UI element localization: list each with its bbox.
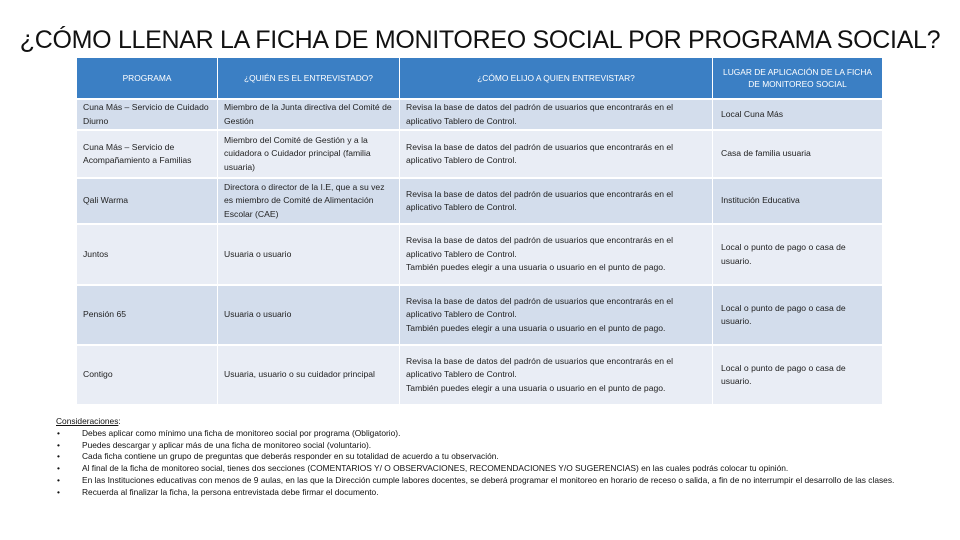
cell-lugar: Casa de familia usuaria bbox=[713, 129, 883, 177]
cell-eleccion-line: Revisa la base de datos del padrón de usuarios que encontrarás en el aplicativo Tablero de Control. bbox=[406, 295, 674, 320]
list-item bbox=[56, 428, 936, 440]
bullet-icon: • bbox=[57, 486, 60, 497]
cell-eleccion-line: También puedes elegir a una usuaria o usuario en el punto de pago. bbox=[406, 262, 666, 273]
header-entrevistado: ¿QUIÉN ES EL ENTREVISTADO? bbox=[218, 58, 400, 98]
table-row bbox=[77, 344, 883, 404]
cell-programa: Qali Warma bbox=[77, 177, 218, 223]
cell-entrevistado: Usuaria o usuario bbox=[218, 223, 400, 284]
cell-eleccion bbox=[400, 129, 713, 177]
table-header-row bbox=[77, 58, 883, 98]
cell-entrevistado: Usuaria, usuario o su cuidador principal bbox=[218, 344, 400, 404]
cell-eleccion bbox=[400, 98, 713, 129]
table-row bbox=[77, 284, 883, 344]
cell-eleccion-line: También puedes elegir a una usuaria o usuario en el punto de pago. bbox=[406, 322, 666, 333]
cell-programa: Cuna Más – Servicio de Acompañamiento a Familias bbox=[77, 129, 218, 177]
list-item-text: Al final de la ficha de monitoreo social, tienes dos secciones (COMENTARIOS Y/ O OBSERVACIONES, RECOMENDACIONES Y/O SUGERENCIAS) en las cuales podrás colocar tu opinión. bbox=[82, 463, 789, 474]
list-item bbox=[56, 451, 936, 463]
bullet-icon: • bbox=[57, 463, 60, 474]
cell-entrevistado: Miembro de la Junta directiva del Comité de Gestión bbox=[218, 98, 400, 129]
bullet-icon: • bbox=[57, 427, 60, 438]
page-title: ¿CÓMO LLENAR LA FICHA DE MONITOREO SOCIAL POR PROGRAMA SOCIAL? bbox=[19, 26, 941, 54]
monitoring-table bbox=[77, 58, 883, 404]
table-row bbox=[77, 129, 883, 177]
cell-programa: Contigo bbox=[77, 344, 218, 404]
cell-eleccion-line: Revisa la base de datos del padrón de usuarios que encontrarás en el aplicativo Tablero de Control. bbox=[406, 188, 674, 212]
cell-programa: Cuna Más – Servicio de Cuidado Diurno bbox=[77, 98, 218, 129]
considerations-section bbox=[56, 416, 936, 499]
cell-eleccion-line: Revisa la base de datos del padrón de usuarios que encontrarás en el aplicativo Tablero de Control. bbox=[406, 235, 674, 259]
bullet-icon: • bbox=[57, 451, 60, 462]
table-row bbox=[77, 98, 883, 129]
cell-eleccion-line: También puedes elegir a una usuaria o usuario en el punto de pago. bbox=[406, 382, 666, 393]
cell-eleccion bbox=[400, 284, 713, 344]
cell-eleccion bbox=[400, 344, 713, 404]
cell-eleccion-line: Revisa la base de datos del padrón de usuarios que encontrarás en el aplicativo Tablero de Control. bbox=[406, 355, 674, 380]
cell-entrevistado: Usuaria o usuario bbox=[218, 284, 400, 344]
bullet-icon: • bbox=[57, 474, 60, 485]
list-item bbox=[56, 475, 936, 487]
cell-lugar: Institución Educativa bbox=[713, 177, 883, 223]
considerations-list bbox=[56, 428, 936, 499]
cell-lugar: Local o punto de pago o casa de usuario. bbox=[713, 284, 883, 344]
considerations-heading-line bbox=[56, 416, 936, 428]
table-row bbox=[77, 177, 883, 223]
considerations-heading-colon: : bbox=[118, 416, 121, 426]
list-item bbox=[56, 463, 936, 475]
header-lugar: LUGAR DE APLICACIÓN DE LA FICHA DE MONITOREO SOCIAL bbox=[713, 58, 883, 98]
header-eleccion: ¿CÓMO ELIJO A QUIEN ENTREVISTAR? bbox=[400, 58, 713, 98]
list-item bbox=[56, 440, 936, 452]
list-item-text: En las Instituciones educativas con menos de 9 aulas, en las que la Dirección cumple labores docentes, se deberá programar el monitoreo en horario de receso o salida, a fin de no interrumpir el desarrollo de las clases. bbox=[82, 474, 895, 485]
list-item-text: Recuerda al finalizar la ficha, la persona entrevistada debe firmar el documento. bbox=[82, 486, 379, 497]
cell-eleccion bbox=[400, 223, 713, 284]
list-item-text: Cada ficha contiene un grupo de preguntas que deberás responder en su totalidad de acuerdo a tu observación. bbox=[82, 451, 499, 462]
cell-programa: Juntos bbox=[77, 223, 218, 284]
cell-eleccion bbox=[400, 177, 713, 223]
considerations-heading: Consideraciones bbox=[56, 416, 119, 426]
cell-eleccion-line: Revisa la base de datos del padrón de usuarios que encontrarás en el aplicativo Tablero de Control. bbox=[406, 141, 674, 165]
cell-lugar: Local Cuna Más bbox=[713, 98, 883, 129]
cell-entrevistado: Miembro del Comité de Gestión y a la cuidadora o Cuidador principal (familia usuaria) bbox=[218, 129, 400, 177]
cell-lugar: Local o punto de pago o casa de usuario. bbox=[713, 223, 883, 284]
cell-lugar: Local o punto de pago o casa de usuario. bbox=[713, 344, 883, 404]
list-item-text: Puedes descargar y aplicar más de una ficha de monitoreo social (voluntario). bbox=[82, 439, 372, 450]
bullet-icon: • bbox=[57, 439, 60, 450]
list-item-text: Debes aplicar como mínimo una ficha de monitoreo social por programa (Obligatorio). bbox=[82, 427, 401, 438]
cell-programa: Pensión 65 bbox=[77, 284, 218, 344]
header-programa: PROGRAMA bbox=[77, 58, 218, 98]
cell-eleccion-line: Revisa la base de datos del padrón de usuarios que encontrarás en el aplicativo Tablero de Control. bbox=[406, 102, 674, 126]
cell-entrevistado: Directora o director de la I.E, que a su vez es miembro de Comité de Alimentación Escolar (CAE) bbox=[218, 177, 400, 223]
list-item bbox=[56, 487, 936, 499]
table-row bbox=[77, 223, 883, 284]
